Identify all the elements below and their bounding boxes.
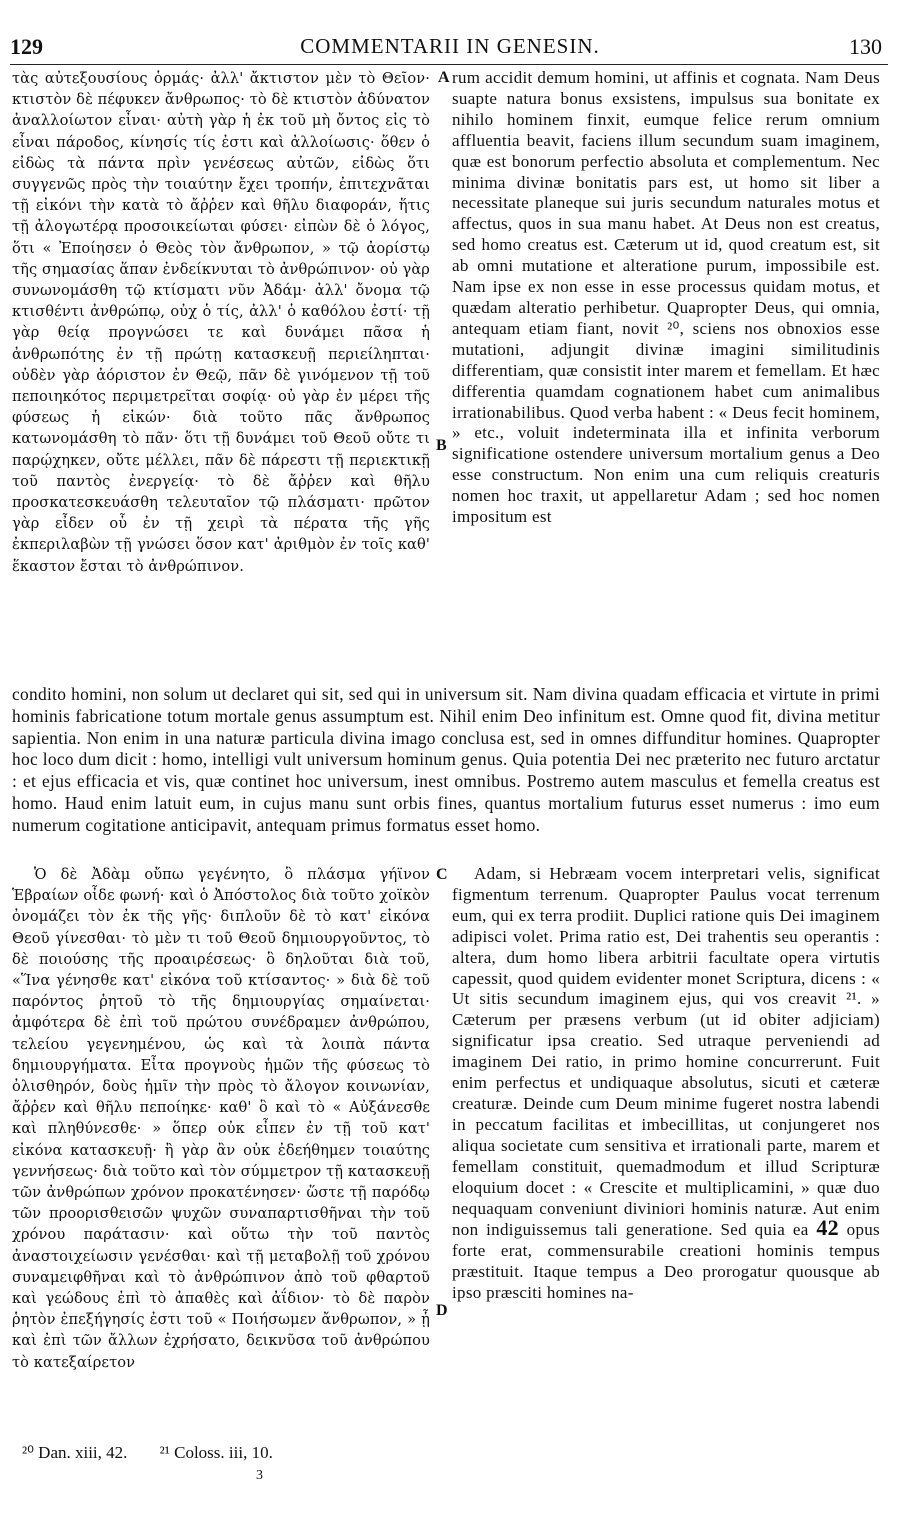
running-title: COMMENTARII IN GENESIN. xyxy=(300,34,600,58)
section-marker-b: B xyxy=(436,437,447,454)
section-marker-c: C xyxy=(436,866,448,883)
page-number-left: 129 xyxy=(10,34,43,59)
column-number: 42 xyxy=(816,1215,839,1241)
latin-paragraph-1: rum accidit demum homini, ut affinis et cognata. Nam Deus suapte natura bonus exsistens, impulsus sua bonitate ex nihilo hominem finxit, eumque felice rerum omnium affluentia beavit, faciens illum secundum suam imaginem, quæ est bonorum perfectio absoluta et complementum. Nec minima divinæ bonitatis pars est, ut homo sit liber a necessitate planeque sui juris secundum naturales motus et affectus, quos in sua manu habet. At Deus non est creatus, sed homo creatus est. Cæterum ut id, quod creatum est, sit ab omni mutatione et alteratione purum, impossibile est. Nam ipse ex non esse in esse processus quidam motus, et quædam alteratio perhibetur. Quapropter Deus, qui omnia, antequam etiam fiant, novit ²⁰, sciens nos obnoxios esse mutationi, adjungit divinæ imagini similitudinis differentiam, quæ consistit inter marem et femellam. Et hæc differentia quamdam cognationem habet cum animalibus irrationabilibus. Quod verba habent : « Deus fecit hominem, » etc., voluit indeterminata illa et infinita verborum significatione ostendere universum mortalium genus a Deo esse constructum. Non enim una cum reliquis creaturis nomen hoc traxit, ut appellaretur Adam ; sed hoc nomen impositum est xyxy=(452,68,880,527)
latin-column-2 xyxy=(452,864,880,1304)
signature-mark: 3 xyxy=(256,1468,263,1483)
footnote-20: ²⁰ Dan. xiii, 42. xyxy=(22,1443,128,1462)
latin-paragraph-2 xyxy=(452,864,880,1304)
section-marker-d: D xyxy=(436,1302,448,1319)
header-rule xyxy=(10,64,888,65)
latin-paragraph-full: condito homini, non solum ut declaret qui sit, sed qui in universum sit. Nam divina quadam efficacia et virtute in primi hominis fabricatione totum mortale genus assumptum est. Nihil enim Deo infinitum est. Omne quod fit, divina metitur sapientia. Non enim in una naturæ particula divina imago conclusa est, sed in omnes diffunditur homines. Quapropter hoc loco dum dicit : homo, intelligi vult universum hominum genus. Quia potentia Dei nec præterito nec futuro arctatur : et ejus efficacia et vis, quæ continet hoc universum, inest omnibus. Postremo autem masculus et femella creatus est homo. Haud enim latuit eum, in cujus manu sunt orbis fines, quantus mortalium futurus esset numerus : imo eum numerum cogitatione anticipavit, antequam primus formatus esset homo. xyxy=(12,684,880,835)
greek-column-2 xyxy=(12,864,430,1373)
running-header xyxy=(10,30,890,64)
page-number-right: 130 xyxy=(849,34,882,59)
footnotes xyxy=(22,1443,622,1463)
latin-text-after-colnum: opus forte erat, commensurabile creationi hominis tempus præstituit. Itaque tempus a Deo prorogatur quousque ab ipso præsciti homines na- xyxy=(452,1220,880,1303)
greek-paragraph-1: τὰς αὐτεξουσίους ὁρμάς· ἀλλ' ἄκτιστον μὲν τὸ Θεῖον· κτιστὸν δὲ πέφυκεν ἄνθρωπος· τὸ δὲ κτιστὸν ἀδύνατον ἀναλλοίωτον εἶναι· αὐτὴ γὰρ ἡ ἐκ τοῦ μὴ ὄντος εἰς τὸ εἶναι πάροδος, κίνησίς τίς ἐστι καὶ ἀλλοίωσις· ὅθεν ὁ εἰδὼς τὰ πάντα πρὶν γενέσεως αὐτῶν, εἰδὼς ὅτι συγγενῶς πρὸς τὴν τοιαύτην ἔχει τροπήν, ἐπιτεχνᾶται τῇ εἰκόνι τὴν κατὰ τὸ ἄῤῥεν καὶ θῆλυ διαφοράν, ἥτις τῇ ἀλογωτέρᾳ προσοικείωται φύσει· εἰπὼν δὲ ὁ λόγος, ὅτι « Ἐποίησεν ὁ Θεὸς τὸν ἄνθρωπον, » τῷ ἀορίστῳ τῆς σημασίας ἅπαν ἐνδείκνυται τὸ ἀνθρώπινον· οὐ γὰρ συνωνομάσθη τῷ κτίσματι νῦν Ἀδάμ· ἀλλ' ὄνομα τῷ κτισθέντι ἀνθρώπῳ, οὐχ ὁ τίς, ἀλλ' ὁ καθόλου ἐστί· τῇ γὰρ θείᾳ προγνώσει τε καὶ δυνάμει πᾶσα ἡ ἀνθρωπότης ἐν τῇ πρώτῃ κατασκευῇ περιείληπται· οὐδὲν γὰρ ἀόριστον ἐν Θεῷ, πᾶν δὲ γινόμενον τῇ τοῦ πεποιηκότος περιμετρεῖται σοφίᾳ· οὐ γὰρ ἐν μέρει τῆς φύσεως ἡ εἰκών· διὰ τοῦτο πᾶς ἄνθρωπος κατωνομάσθη τὸ πᾶν· ὅτι τῇ δυνάμει τοῦ Θεοῦ οὔτε τι παρῴχηκεν, οὔτε μέλλει, πᾶν δὲ πάρεστι τῇ περιεκτικῇ τοῦ παντὸς ἐνεργείᾳ· τὸ δὲ ἄῤῥεν καὶ θῆλυ προσκατεσκευάσθη τελευταῖον τῷ πλάσματι· πρῶτον γὰρ εἶδεν οὗ ἐν τῇ χειρὶ τὰ πέρατα τῆς γῆς ἐκπεριλαβὼν τῇ γνώσει ὅσον κατ' ἀριθμὸν ἐν τοῖς καθ' ἕκαστον ἔσται τὸ ἀνθρώπινον. xyxy=(12,70,430,575)
section-marker-a: A xyxy=(438,69,450,86)
greek-column-1 xyxy=(12,68,430,577)
latin-full-width-paragraph xyxy=(12,684,880,837)
latin-column-1 xyxy=(452,68,880,528)
footnote-21: ²¹ Coloss. iii, 10. xyxy=(159,1443,273,1462)
greek-paragraph-2: Ὁ δὲ Ἀδὰμ οὔπω γεγένητο, ὃ πλάσμα γήϊνον Ἑβραίων οἶδε φωνή· καὶ ὁ Ἀπόστολος διὰ τοῦτο χοϊκὸν ὀνομάζει τὸν ἐκ τῆς γῆς· διπλοῦν δὲ τὸ κατ' εἰκόνα Θεοῦ γίνεσθαι· τὸ μὲν τι τοῦ Θεοῦ δημιουργοῦντος, τὸ δὲ ποιούσης τῆς προαιρέσεως· ὃ δηλοῦται διὰ τοῦ, «Ἵνα γένησθε κατ' εἰκόνα τοῦ κτίσαντος· » διὰ δὲ τοῦ παρόντος ῥητοῦ τὸ τῆς δημιουργίας σημαίνεται· ἀμφότερα δὲ ἐπὶ τοῦ πρώτου συνέδραμεν ἀνθρώπου, τελείου γεγενημένου, ὡς καὶ τὰ λοιπὰ πάντα δημιουργήματα. Εἶτα προγνοὺς ἡμῶν τῆς φύσεως τὸ ὀλισθηρόν, δοὺς ἡμῖν τὴν πρὸς τὸ ἄλογον κοινωνίαν, ἄῤῥεν καὶ θῆλυ πεποίηκε· καθ' ὃ καὶ τὸ « Αὐξάνεσθε καὶ πληθύνεσθε· » ὅπερ οὐκ εἶπεν ἐν τῇ τοῦ κατ' εἰκόνα κατασκευῇ· ἢ γὰρ ἂν οὐκ ἐδεήθημεν τοιαύτης γεννήσεως· διὰ τοῦτο καὶ τὸν σύμμετρον τῇ κατασκευῇ τῶν ἀνθρώπων χρόνον προκατένησεν· ὥστε τῇ παρόδῳ τῶν προορισθεισῶν ψυχῶν συναπαρτισθῆναι τὴν τοῦ χρόνου παράτασιν· καὶ οὕτω τὴν τοῦ παντὸς ἀναστοιχείωσιν γενέσθαι· καὶ τῇ μεταβολῇ τοῦ χρόνου συναμειφθῆναι καὶ τὸ ἀνθρώπινον ἀπὸ τοῦ φθαρτοῦ καὶ γεώδους ἐπὶ τὸ ἀπαθὲς καὶ ἀΐδιον· τὸ δὲ παρὸν ῥητὸν ἐπεξήγησίς ἐστι τοῦ « Ποιήσωμεν ἄνθρωπον, » ᾗ καὶ ἐπὶ τῶν ἄλλων ἐχρήσατο, δεικνῦσα τοῦ ἀνθρώπου τὸ κατεξαίρετον xyxy=(12,866,430,1371)
latin-text-before-colnum: Adam, si Hebræam vocem interpretari velis, significat figmentum terrenum. Quapropter Paulus vocat terrenum eum, qui ex terra prodiit. Duplici ratione quis Dei imaginem adipisci volet. Prima ratio est, Dei trahentis seu operantis : altera, dum homo libera arbitrii facultate opera virtutis capessit, quod quidem evidenter monet Scriptura, dicens : « Ut sitis secundum imaginem ejus, qui vos creavit ²¹. » Cæterum per præsens verbum (ut id obiter adjiciam) significatur ipsa creatio. Sed utraque perveniendi ad imaginem Dei ratio, in primo homine concurrerunt. Fuit enim perfectus et undiquaque absolutus, sicuti et cæteræ creaturæ. Deinde cum Deum minime fugeret nostra labendi in peccatum facilitas et imbecillitas, ut conjungeret nos aliqua societate cum sensitiva et irrationali parte, marem et femellam constituit, quemadmodum et illud Scripturæ eloquium docet : « Crescite et multiplicamini, » quæ duo nequaquam conveniunt diviniori hominis naturæ. Aut enim non indiguissemus tali generatione. Sed quia ea xyxy=(452,864,880,1240)
